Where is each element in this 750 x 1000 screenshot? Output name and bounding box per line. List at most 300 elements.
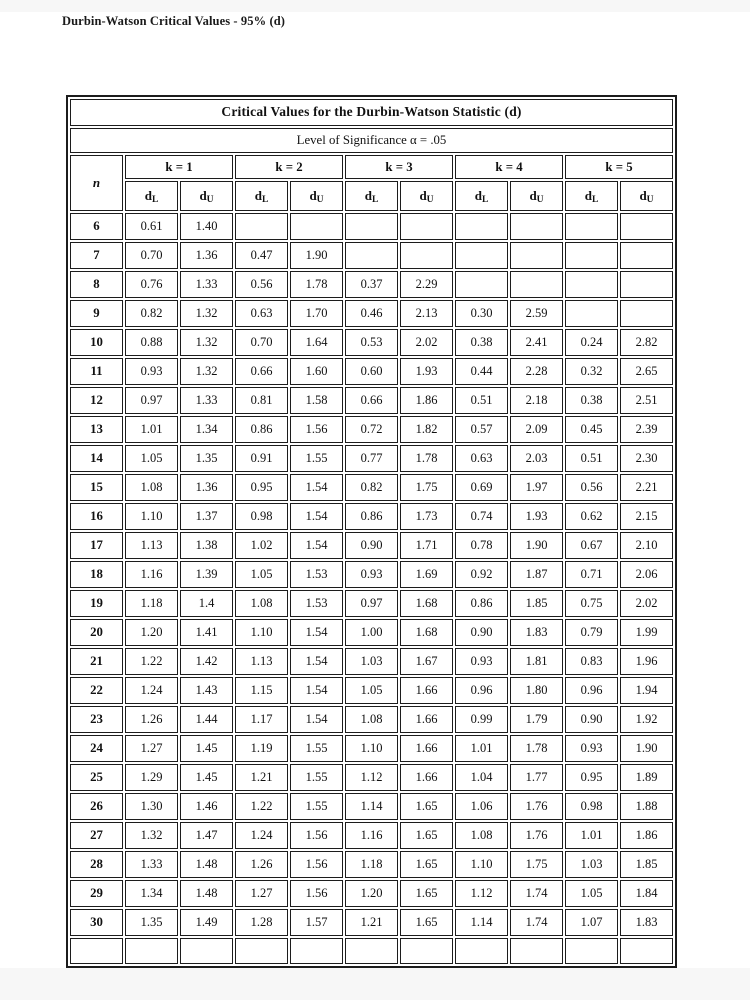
cell-dU4 <box>510 242 563 269</box>
cell-dU5: 1.84 <box>620 880 673 907</box>
cell-dU5 <box>620 938 673 964</box>
cell-dU4: 2.09 <box>510 416 563 443</box>
cell-dL3 <box>345 242 398 269</box>
cell-dU3: 1.66 <box>400 706 453 733</box>
cell-dL1 <box>125 938 178 964</box>
cell-dL3: 1.20 <box>345 880 398 907</box>
cell-dL3: 1.10 <box>345 735 398 762</box>
cell-dL3: 1.05 <box>345 677 398 704</box>
cell-dU4: 1.80 <box>510 677 563 704</box>
cell-dU2: 1.60 <box>290 358 343 385</box>
cell-n: 23 <box>70 706 123 733</box>
cell-dL1: 0.82 <box>125 300 178 327</box>
cell-dL4: 1.12 <box>455 880 508 907</box>
banner-main-row <box>70 99 673 126</box>
cell-dU2: 1.55 <box>290 764 343 791</box>
table-row <box>70 851 673 878</box>
page-title: Durbin-Watson Critical Values - 95% (d) <box>62 14 286 28</box>
cell-dL1: 0.70 <box>125 242 178 269</box>
cell-n: 9 <box>70 300 123 327</box>
cell-n: 14 <box>70 445 123 472</box>
d-symbol: d <box>309 187 317 203</box>
cell-n: 19 <box>70 590 123 617</box>
cell-dU4: 1.78 <box>510 735 563 762</box>
cell-dL2: 1.28 <box>235 909 288 936</box>
table-row <box>70 503 673 530</box>
cell-dL4: 1.10 <box>455 851 508 878</box>
cell-dL2: 1.19 <box>235 735 288 762</box>
table-row <box>70 445 673 472</box>
table-row <box>70 619 673 646</box>
cell-dL4: 0.74 <box>455 503 508 530</box>
cell-dL4: 0.99 <box>455 706 508 733</box>
d-subscript: L <box>151 194 159 205</box>
d-subscript: L <box>591 194 599 205</box>
cell-n: 8 <box>70 271 123 298</box>
cell-n: 24 <box>70 735 123 762</box>
cell-n: 16 <box>70 503 123 530</box>
table-row <box>70 561 673 588</box>
table-banner-subtitle: Level of Significance α = .05 <box>70 128 673 153</box>
cell-dL2: 1.02 <box>235 532 288 559</box>
cell-dL2: 0.66 <box>235 358 288 385</box>
cell-dL1: 1.24 <box>125 677 178 704</box>
cell-dU2 <box>290 213 343 240</box>
cell-dU4: 2.03 <box>510 445 563 472</box>
cell-dU1: 1.36 <box>180 242 233 269</box>
page-top-band <box>0 0 750 12</box>
cell-dL2: 1.22 <box>235 793 288 820</box>
cell-n: 13 <box>70 416 123 443</box>
cell-dU3: 1.65 <box>400 793 453 820</box>
cell-dL1: 0.93 <box>125 358 178 385</box>
d-subscript: U <box>316 194 324 205</box>
cell-dL4: 0.96 <box>455 677 508 704</box>
cell-dL1: 0.76 <box>125 271 178 298</box>
table-row <box>70 764 673 791</box>
cell-dL1: 0.88 <box>125 329 178 356</box>
cell-dU2: 1.56 <box>290 822 343 849</box>
cell-dU2: 1.64 <box>290 329 343 356</box>
column-header-dl-k2 <box>235 181 288 211</box>
cell-dU1: 1.49 <box>180 909 233 936</box>
cell-dU1: 1.42 <box>180 648 233 675</box>
cell-dL1: 1.10 <box>125 503 178 530</box>
cell-dU4: 1.90 <box>510 532 563 559</box>
cell-dL5: 0.62 <box>565 503 618 530</box>
cell-dU5: 1.94 <box>620 677 673 704</box>
cell-dU3: 1.82 <box>400 416 453 443</box>
table-row <box>70 242 673 269</box>
cell-dU4: 1.81 <box>510 648 563 675</box>
cell-dU1: 1.47 <box>180 822 233 849</box>
cell-n: 26 <box>70 793 123 820</box>
cell-dU5 <box>620 300 673 327</box>
cell-dL4: 1.06 <box>455 793 508 820</box>
cell-dU4: 1.76 <box>510 822 563 849</box>
cell-dU4: 1.74 <box>510 909 563 936</box>
cell-dL5: 1.07 <box>565 909 618 936</box>
cell-dU2: 1.54 <box>290 677 343 704</box>
cell-dU1: 1.32 <box>180 329 233 356</box>
cell-dL2: 1.08 <box>235 590 288 617</box>
cell-dL1: 1.27 <box>125 735 178 762</box>
cell-dU3: 2.13 <box>400 300 453 327</box>
cell-dU2: 1.55 <box>290 793 343 820</box>
cell-dU2: 1.54 <box>290 706 343 733</box>
table-row <box>70 880 673 907</box>
cell-dL5: 0.51 <box>565 445 618 472</box>
cell-dU2: 1.57 <box>290 909 343 936</box>
cell-dL4: 1.14 <box>455 909 508 936</box>
cell-n: 29 <box>70 880 123 907</box>
cell-dL4 <box>455 271 508 298</box>
cell-dL1: 1.35 <box>125 909 178 936</box>
cell-dL4: 0.69 <box>455 474 508 501</box>
d-subscript: U <box>206 194 214 205</box>
cell-dL3: 1.03 <box>345 648 398 675</box>
cell-dL5: 1.03 <box>565 851 618 878</box>
cell-dL3: 0.46 <box>345 300 398 327</box>
column-header-du-k3 <box>400 181 453 211</box>
cell-dL3: 0.97 <box>345 590 398 617</box>
cell-dU2: 1.53 <box>290 590 343 617</box>
cell-n: 10 <box>70 329 123 356</box>
cell-dU5 <box>620 271 673 298</box>
cell-dU1: 1.41 <box>180 619 233 646</box>
table-row <box>70 706 673 733</box>
cell-dL2: 0.63 <box>235 300 288 327</box>
cell-dL4: 0.57 <box>455 416 508 443</box>
cell-dU4: 1.74 <box>510 880 563 907</box>
cell-dL1: 0.97 <box>125 387 178 414</box>
cell-dL4: 0.51 <box>455 387 508 414</box>
cell-dU2: 1.70 <box>290 300 343 327</box>
cell-dU1: 1.44 <box>180 706 233 733</box>
cell-dU1: 1.4 <box>180 590 233 617</box>
d-symbol: d <box>584 187 592 203</box>
cell-dL1: 1.13 <box>125 532 178 559</box>
cell-dU1: 1.33 <box>180 271 233 298</box>
column-group-header-k4: k = 4 <box>455 155 563 179</box>
cell-dU5 <box>620 213 673 240</box>
d-header-row <box>70 181 673 211</box>
cell-dL3: 1.08 <box>345 706 398 733</box>
cell-dL4 <box>455 213 508 240</box>
column-header-du-k1 <box>180 181 233 211</box>
cell-dU3: 1.67 <box>400 648 453 675</box>
cell-dU1: 1.38 <box>180 532 233 559</box>
table-row <box>70 416 673 443</box>
cell-dU1: 1.36 <box>180 474 233 501</box>
cell-dU5: 2.10 <box>620 532 673 559</box>
table-row <box>70 474 673 501</box>
cell-dL5: 0.83 <box>565 648 618 675</box>
cell-dU5: 1.85 <box>620 851 673 878</box>
cell-dU1: 1.48 <box>180 880 233 907</box>
cell-dU5: 2.06 <box>620 561 673 588</box>
cell-dL4 <box>455 938 508 964</box>
cell-dU3: 1.78 <box>400 445 453 472</box>
cell-n: 30 <box>70 909 123 936</box>
table-row <box>70 358 673 385</box>
cell-dL5 <box>565 242 618 269</box>
cell-dU2: 1.54 <box>290 474 343 501</box>
cell-dL1: 1.20 <box>125 619 178 646</box>
cell-dL5: 0.38 <box>565 387 618 414</box>
column-header-du-k2 <box>290 181 343 211</box>
banner-sub-row <box>70 128 673 153</box>
cell-dU3: 1.71 <box>400 532 453 559</box>
cell-dL2: 0.81 <box>235 387 288 414</box>
cell-dL1: 1.30 <box>125 793 178 820</box>
cell-dU5: 1.90 <box>620 735 673 762</box>
cell-dL5: 0.45 <box>565 416 618 443</box>
cell-dU2: 1.54 <box>290 619 343 646</box>
column-group-header-k3: k = 3 <box>345 155 453 179</box>
cell-dL5: 0.95 <box>565 764 618 791</box>
column-header-dl-k1 <box>125 181 178 211</box>
cell-dL2: 0.56 <box>235 271 288 298</box>
table-row <box>70 909 673 936</box>
cell-dL4 <box>455 242 508 269</box>
cell-dU2: 1.53 <box>290 561 343 588</box>
cell-dL3: 0.86 <box>345 503 398 530</box>
cell-dU3: 1.66 <box>400 764 453 791</box>
cell-dU2: 1.56 <box>290 851 343 878</box>
cell-dL2: 0.98 <box>235 503 288 530</box>
cell-n: 20 <box>70 619 123 646</box>
cell-dU1 <box>180 938 233 964</box>
cell-dU5: 1.83 <box>620 909 673 936</box>
cell-dL5 <box>565 300 618 327</box>
cell-dU2: 1.56 <box>290 416 343 443</box>
cell-dL1: 1.16 <box>125 561 178 588</box>
cell-dL2: 1.27 <box>235 880 288 907</box>
cell-dL1: 1.34 <box>125 880 178 907</box>
cell-dU4 <box>510 938 563 964</box>
cell-dL1: 1.29 <box>125 764 178 791</box>
column-header-du-k5 <box>620 181 673 211</box>
cell-dL5: 0.79 <box>565 619 618 646</box>
cell-dL1: 0.61 <box>125 213 178 240</box>
d-symbol: d <box>529 187 537 203</box>
table-row <box>70 387 673 414</box>
cell-dU5: 2.51 <box>620 387 673 414</box>
cell-dU4: 1.93 <box>510 503 563 530</box>
cell-dU5: 1.99 <box>620 619 673 646</box>
cell-dL1: 1.33 <box>125 851 178 878</box>
column-header-dl-k5 <box>565 181 618 211</box>
table-row <box>70 793 673 820</box>
cell-dU1: 1.43 <box>180 677 233 704</box>
cell-dU4: 1.75 <box>510 851 563 878</box>
cell-dU4: 2.28 <box>510 358 563 385</box>
cell-dU1: 1.48 <box>180 851 233 878</box>
cell-dL1: 1.22 <box>125 648 178 675</box>
durbin-watson-table <box>66 95 677 968</box>
cell-dU5: 2.30 <box>620 445 673 472</box>
table-row <box>70 213 673 240</box>
cell-dU2: 1.55 <box>290 735 343 762</box>
k-header-row <box>70 155 673 179</box>
cell-dU3: 1.65 <box>400 822 453 849</box>
cell-dL3: 0.77 <box>345 445 398 472</box>
cell-dU3: 1.86 <box>400 387 453 414</box>
d-symbol: d <box>199 187 207 203</box>
cell-dL2: 0.70 <box>235 329 288 356</box>
cell-dU2: 1.54 <box>290 648 343 675</box>
cell-dU1: 1.46 <box>180 793 233 820</box>
cell-dL1: 1.01 <box>125 416 178 443</box>
cell-dL3: 1.14 <box>345 793 398 820</box>
cell-dU4: 1.83 <box>510 619 563 646</box>
cell-dL3: 0.72 <box>345 416 398 443</box>
cell-dU2 <box>290 938 343 964</box>
cell-dL2: 1.10 <box>235 619 288 646</box>
column-group-header-k5: k = 5 <box>565 155 673 179</box>
cell-n: 22 <box>70 677 123 704</box>
cell-dL4: 0.44 <box>455 358 508 385</box>
cell-dL5 <box>565 938 618 964</box>
cell-dL1: 1.26 <box>125 706 178 733</box>
cell-dU1: 1.34 <box>180 416 233 443</box>
cell-dL1: 1.18 <box>125 590 178 617</box>
cell-dL5: 0.56 <box>565 474 618 501</box>
cell-dL3: 0.66 <box>345 387 398 414</box>
cell-n: 17 <box>70 532 123 559</box>
cell-dL5: 0.75 <box>565 590 618 617</box>
cell-n: 25 <box>70 764 123 791</box>
cell-dL4: 1.08 <box>455 822 508 849</box>
cell-dU1: 1.37 <box>180 503 233 530</box>
d-subscript: U <box>426 194 434 205</box>
cell-n: 18 <box>70 561 123 588</box>
cell-dU2: 1.54 <box>290 532 343 559</box>
column-group-header-k2: k = 2 <box>235 155 343 179</box>
cell-dU2: 1.56 <box>290 880 343 907</box>
cell-dU5: 1.89 <box>620 764 673 791</box>
cell-dU1: 1.35 <box>180 445 233 472</box>
table-head <box>70 99 673 211</box>
cell-dU1: 1.32 <box>180 300 233 327</box>
cell-dU3: 2.02 <box>400 329 453 356</box>
cell-dU3: 1.75 <box>400 474 453 501</box>
cell-dU3: 1.73 <box>400 503 453 530</box>
cell-dL2: 1.24 <box>235 822 288 849</box>
cell-dU2: 1.54 <box>290 503 343 530</box>
cell-dU1: 1.40 <box>180 213 233 240</box>
cell-dL2: 1.21 <box>235 764 288 791</box>
cell-n: 21 <box>70 648 123 675</box>
cell-dU2: 1.55 <box>290 445 343 472</box>
cell-dU3 <box>400 938 453 964</box>
cell-dU5: 2.15 <box>620 503 673 530</box>
cell-dU1: 1.33 <box>180 387 233 414</box>
cell-dL4: 0.63 <box>455 445 508 472</box>
cell-dL5: 1.01 <box>565 822 618 849</box>
cell-dL5: 0.93 <box>565 735 618 762</box>
cell-dL5: 1.05 <box>565 880 618 907</box>
cell-dU3: 2.29 <box>400 271 453 298</box>
cell-dU5: 1.96 <box>620 648 673 675</box>
column-header-n: n <box>70 155 123 211</box>
cell-dL5: 0.32 <box>565 358 618 385</box>
cell-dU3 <box>400 242 453 269</box>
d-symbol: d <box>144 187 152 203</box>
cell-dL1: 1.08 <box>125 474 178 501</box>
table-row <box>70 735 673 762</box>
cell-dL3 <box>345 213 398 240</box>
cell-dU2: 1.78 <box>290 271 343 298</box>
cell-dU2: 1.90 <box>290 242 343 269</box>
cell-dL5: 0.96 <box>565 677 618 704</box>
page-bottom-band <box>0 968 750 1000</box>
cell-n: 6 <box>70 213 123 240</box>
column-header-du-k4 <box>510 181 563 211</box>
cell-dL3: 0.60 <box>345 358 398 385</box>
column-group-header-k1: k = 1 <box>125 155 233 179</box>
cell-dU4: 1.87 <box>510 561 563 588</box>
cell-dU3: 1.65 <box>400 880 453 907</box>
cell-dL2 <box>235 938 288 964</box>
d-symbol: d <box>254 187 262 203</box>
cell-dL3: 1.00 <box>345 619 398 646</box>
cell-dL2: 1.26 <box>235 851 288 878</box>
cell-dU4 <box>510 271 563 298</box>
cell-n: 27 <box>70 822 123 849</box>
table-banner-title: Critical Values for the Durbin-Watson Statistic (d) <box>70 99 673 126</box>
cell-dL3: 0.93 <box>345 561 398 588</box>
table-row <box>70 822 673 849</box>
cell-n <box>70 938 123 964</box>
cell-dL4: 0.38 <box>455 329 508 356</box>
cell-dU4: 2.41 <box>510 329 563 356</box>
table-row <box>70 590 673 617</box>
cell-dL4: 1.04 <box>455 764 508 791</box>
table-row <box>70 677 673 704</box>
cell-dU5 <box>620 242 673 269</box>
cell-dL2: 0.86 <box>235 416 288 443</box>
cell-dU5: 1.88 <box>620 793 673 820</box>
cell-dU4: 1.85 <box>510 590 563 617</box>
cell-dL3: 1.16 <box>345 822 398 849</box>
cell-dL5 <box>565 271 618 298</box>
d-subscript: L <box>481 194 489 205</box>
cell-n: 15 <box>70 474 123 501</box>
cell-dL4: 0.93 <box>455 648 508 675</box>
cell-dL4: 0.78 <box>455 532 508 559</box>
cell-dU4: 1.76 <box>510 793 563 820</box>
cell-dL2: 1.15 <box>235 677 288 704</box>
table-scroll-region <box>66 95 658 930</box>
cell-dL3: 1.18 <box>345 851 398 878</box>
cell-dU3: 1.65 <box>400 909 453 936</box>
cell-dL3 <box>345 938 398 964</box>
cell-n: 12 <box>70 387 123 414</box>
cell-dL3: 0.82 <box>345 474 398 501</box>
cell-dL2: 0.47 <box>235 242 288 269</box>
cell-dU3: 1.66 <box>400 677 453 704</box>
cell-dL3: 0.37 <box>345 271 398 298</box>
cell-dU1: 1.45 <box>180 735 233 762</box>
table-row <box>70 329 673 356</box>
cell-dL3: 1.12 <box>345 764 398 791</box>
cell-dL2: 1.17 <box>235 706 288 733</box>
table-row <box>70 300 673 327</box>
table-row <box>70 532 673 559</box>
cell-dU3: 1.68 <box>400 619 453 646</box>
